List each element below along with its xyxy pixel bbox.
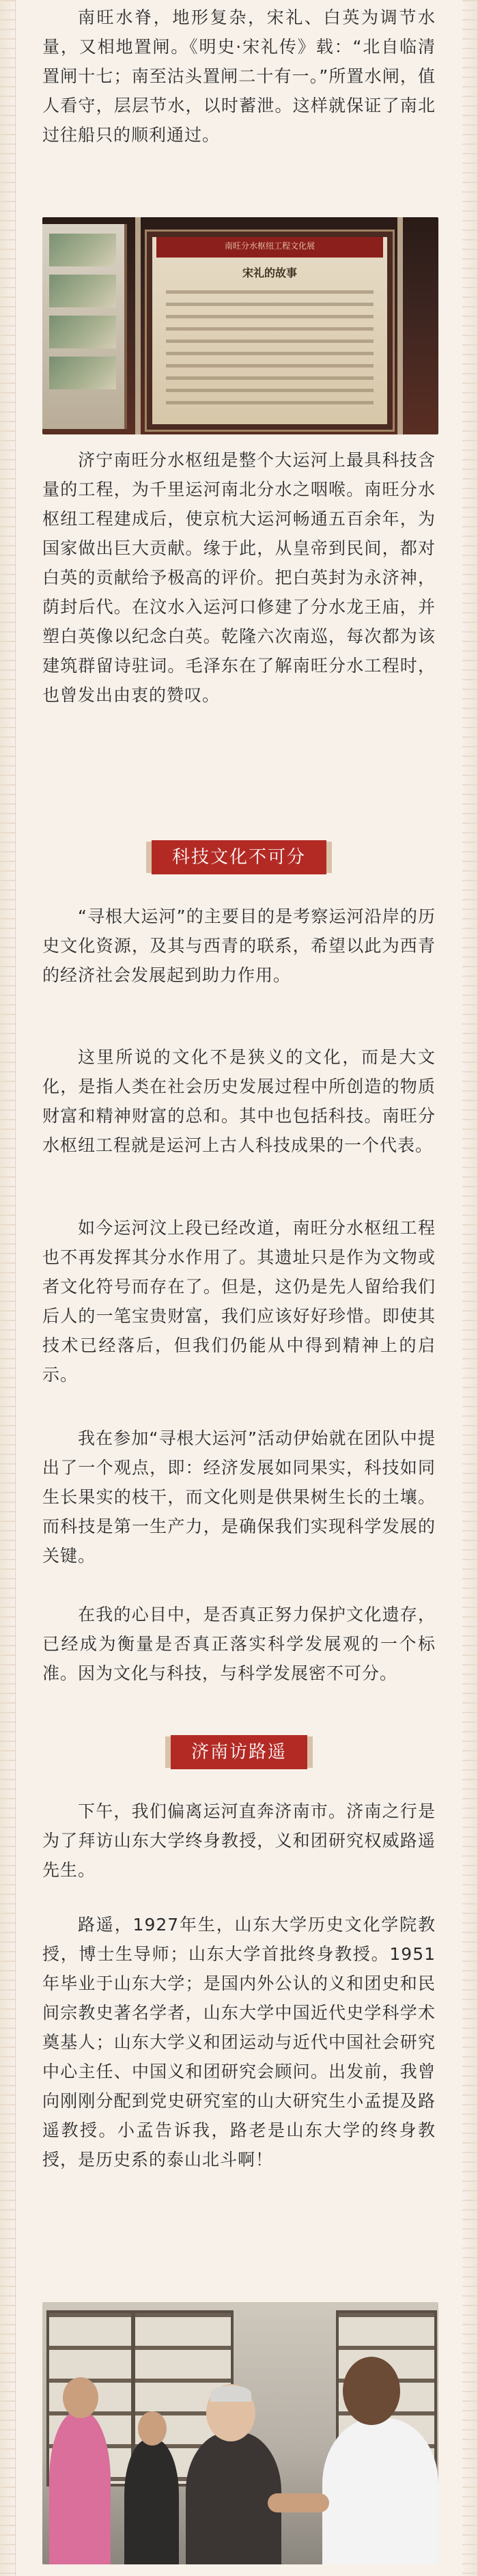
paragraph-culture-definition: 这里所说的文化不是狭义的文化，而是大文化，是指人类在社会历史发展过程中所创造的物质财富和精神财富的总和。其中也包括科技。南旺分水枢纽工程就是运河上古人科技成果的一个代表。 <box>42 1047 436 1155</box>
section-heading-wrapper <box>42 840 436 874</box>
section-heading-wrapper <box>42 1735 436 1769</box>
elderly-professor <box>186 2432 281 2564</box>
paragraph-trip-purpose: “寻根大运河”的主要目的是考察运河沿岸的历史文化资源，及其与西青的联系，希望以此为西青的经济社会发展起到助力作用。 <box>42 906 436 985</box>
board-title-text: 宋礼的故事 <box>242 266 297 279</box>
paragraph-heritage: 如今运河汶上段已经改道，南旺分水枢纽工程也不再发挥其分水作用了。其遗址只是作为文物或者文化符号而存在了。但是，这仍是先人留给我们后人的一笔宝贵财富，我们应该好好珍惜。即使其技术已经落后，但我们仍能从中得到精神上的启示。 <box>42 1218 436 1385</box>
left-decorative-border <box>0 0 16 2576</box>
section-heading-tech-culture: 科技文化不可分 <box>152 840 326 874</box>
exhibition-board <box>145 230 395 432</box>
exhibition-board-photo <box>42 217 438 434</box>
person-white-shirt <box>322 2418 438 2564</box>
photo-side-panel <box>42 224 127 429</box>
paragraph-viewpoint: 我在参加“寻根大运河”活动伊始就在团队中提出了一个观点，即：经济发展如同果实，科技如同生长果实的枝干，而文化则是供果树生长的土壤。而科技是第一生产力，是确保我们实现科学发展的关键。 <box>42 1428 436 1566</box>
board-header-text: 南旺分水枢纽工程文化展 <box>224 241 315 251</box>
person-left <box>49 2411 111 2564</box>
paragraph-scientific-development: 在我的心目中，是否真正努力保护文化遗存，已经成为衡量是否真正落实科学发展观的一个标准。因为文化与科技，与科学发展密不可分。 <box>42 1605 436 1683</box>
paragraph-nanwang-hub: 济宁南旺分水枢纽是整个大运河上最具科技含量的工程，为千里运河南北分水之咽喉。南旺分水枢纽工程建成后，使京杭大运河畅通五百余年，为国家做出巨大贡献。缘于此，从皇帝到民间，都对白英的贡献给予极高的评价。把白英封为永济神，荫封后代。在汶水入运河口修建了分水龙王庙，并塑白英像以纪念白英。乾隆六次南巡，每次都为该建筑群留诗驻词。毛泽东在了解南旺分水工程时，也曾发出由衷的赞叹。 <box>42 450 436 705</box>
handshake-photo <box>42 2302 438 2564</box>
right-decorative-border <box>462 0 478 2576</box>
handshake <box>268 2493 329 2512</box>
paragraph-canal-locks: 南旺水脊，地形复杂，宋礼、白英为调节水量，又相地置闸。《明史·宋礼传》载：“北自临清置闸十七；南至沽头置闸二十有一。”所置水闸，值人看守，层层节水，以时蓄泄。这样就保证了南北过往船只的顺利通过。 <box>42 8 436 145</box>
person-background <box>124 2439 179 2564</box>
paragraph-jinan-trip: 下午，我们偏离运河直奔济南市。济南之行是为了拜访山东大学终身教授，义和团研究权威路遥先生。 <box>42 1801 436 1880</box>
paragraph-lu-yao-bio: 路遥，1927年生，山东大学历史文化学院教授，博士生导师；山东大学首批终身教授。1951年毕业于山东大学；是国内外公认的义和团史和民间宗教史著名学者，山东大学中国近代史学科学术奠基人；山东大学义和团运动与近代中国社会研究中心主任、中国义和团研究会顾问。出发前，我曾向刚刚分配到党史研究室的山大研究生小孟提及路遥教授。小孟告诉我，路老是山东大学的终身教授，是历史系的泰山北斗啊！ <box>42 1915 436 2170</box>
section-heading-jinan: 济南访路遥 <box>171 1735 307 1769</box>
